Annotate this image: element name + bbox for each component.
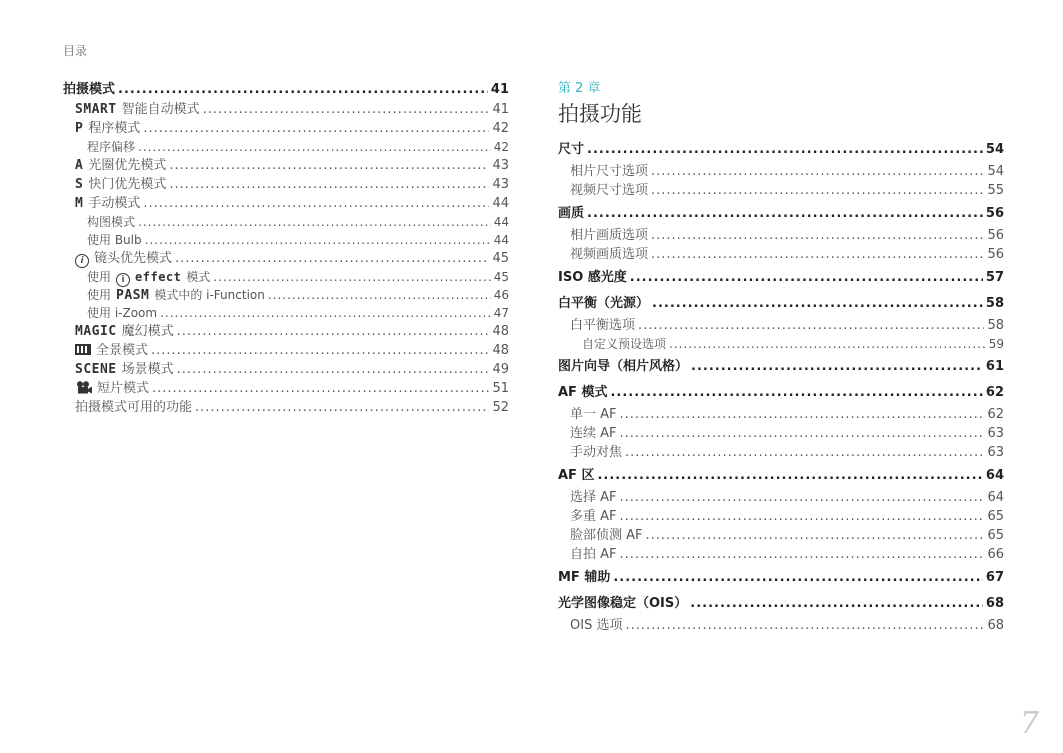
toc-entry-text: 光学图像稳定（OIS） — [558, 596, 688, 611]
toc-entry[interactable] — [558, 355, 1004, 379]
toc-entry[interactable] — [63, 379, 509, 398]
dot-leader — [118, 80, 488, 100]
toc-entry[interactable] — [63, 100, 509, 119]
toc-entry[interactable] — [63, 194, 509, 213]
toc-entry[interactable] — [63, 286, 509, 304]
toc-entry-page: 58 — [985, 296, 1004, 311]
toc-entry-page: 44 — [493, 215, 509, 229]
toc-entry-title — [87, 286, 265, 305]
toc-entry-title — [558, 355, 688, 379]
toc-entry-page: 64 — [987, 490, 1004, 505]
dot-leader — [610, 381, 982, 405]
dot-leader — [587, 138, 983, 162]
toc-entry-title — [570, 507, 617, 526]
running-header: 目录 — [63, 44, 88, 58]
toc-entry[interactable] — [558, 616, 1004, 635]
dot-leader — [651, 226, 984, 245]
toc-entry-page: 67 — [985, 570, 1004, 585]
toc-entry-page: 48 — [492, 343, 509, 358]
toc-entry-page: 43 — [492, 158, 509, 173]
dot-leader — [652, 292, 983, 316]
toc-entry-text: 连续 AF — [570, 426, 617, 441]
toc-entry-page: 65 — [987, 528, 1004, 543]
toc-entry-text: 魔幻模式 — [121, 324, 174, 339]
toc-entry-title — [558, 266, 627, 290]
toc-entry-title — [75, 119, 140, 138]
dot-leader — [691, 355, 983, 379]
dot-leader — [160, 304, 491, 322]
toc-entry[interactable] — [558, 507, 1004, 526]
toc-entry-title — [582, 335, 666, 353]
toc-entry[interactable] — [63, 268, 509, 286]
toc-entry[interactable] — [558, 316, 1004, 335]
toc-entry-text: 镜头优先模式 — [94, 251, 173, 266]
toc-entry-title — [570, 405, 617, 424]
movie-camera-icon — [75, 381, 92, 394]
toc-entry-text: 模式中的 i-Function — [154, 288, 265, 302]
toc-entry[interactable] — [558, 266, 1004, 290]
toc-entry-page: 54 — [987, 164, 1004, 179]
dot-leader — [620, 424, 985, 443]
toc-entry-page: 41 — [490, 82, 509, 97]
dot-leader — [151, 341, 489, 360]
toc-entry[interactable] — [558, 545, 1004, 564]
toc-entry-page: 51 — [492, 381, 509, 396]
toc-entry-page: 63 — [987, 426, 1004, 441]
toc-entry-text: 手动模式 — [88, 196, 141, 211]
toc-entry-page: 42 — [492, 121, 509, 136]
toc-entry-title — [570, 424, 617, 443]
toc-entry-text: 选择 AF — [570, 490, 617, 505]
toc-entry-text: MF 辅助 — [558, 570, 611, 585]
toc-entry-title — [558, 138, 584, 162]
toc-entry[interactable] — [558, 162, 1004, 181]
toc-entry[interactable] — [558, 181, 1004, 200]
toc-entry[interactable] — [558, 226, 1004, 245]
toc-entry-title — [75, 175, 166, 194]
mode-pasm-icon: PASM — [116, 288, 150, 303]
chapter-label: 第 2 章 — [558, 81, 601, 96]
toc-entry-text: 拍摄模式 — [63, 82, 116, 97]
toc-entry-page: 52 — [492, 400, 509, 415]
dot-leader — [138, 138, 491, 156]
toc-entry-text: 快门优先模式 — [88, 177, 167, 192]
toc-entry-title — [570, 245, 648, 264]
page-number: 7 — [1019, 706, 1039, 741]
dot-leader — [620, 488, 985, 507]
toc-entry[interactable] — [63, 80, 509, 100]
dot-leader — [195, 398, 489, 417]
effect-label: effect — [135, 270, 182, 284]
toc-entry-prefix: 使用 — [87, 270, 112, 284]
toc-entry[interactable] — [63, 119, 509, 138]
toc-entry-title — [75, 379, 149, 398]
toc-entry-text: 视频尺寸选项 — [570, 183, 649, 198]
mode-magic-icon: MAGIC — [75, 324, 117, 339]
toc-entry[interactable] — [558, 566, 1004, 590]
toc-entry-title — [558, 292, 649, 316]
toc-entry[interactable] — [558, 138, 1004, 162]
dot-leader — [268, 286, 491, 304]
toc-entry-text: 光圈优先模式 — [88, 158, 167, 173]
dot-leader — [630, 266, 983, 290]
toc-entry-title — [87, 304, 157, 322]
dot-leader — [625, 443, 984, 462]
dot-leader — [669, 335, 986, 353]
toc-entry-title — [87, 268, 210, 287]
toc-right-column — [558, 80, 1004, 635]
toc-entry-page: 54 — [985, 142, 1004, 157]
dot-leader — [613, 566, 983, 590]
toc-entry-title — [570, 162, 648, 181]
chapter-title: 拍摄功能 — [558, 102, 642, 126]
toc-entry-page: 47 — [493, 306, 509, 320]
toc-entry-page: 45 — [493, 270, 509, 284]
toc-entry-text: 白平衡选项 — [570, 318, 636, 333]
toc-entry[interactable] — [63, 398, 509, 417]
toc-entry-text: 白平衡（光源） — [558, 296, 650, 311]
toc-entry-title — [570, 488, 617, 507]
dot-leader — [169, 175, 489, 194]
dot-leader — [638, 316, 984, 335]
toc-entry-title — [570, 181, 648, 200]
toc-entry[interactable] — [558, 335, 1004, 353]
toc-entry-page: 63 — [987, 445, 1004, 460]
toc-entry[interactable] — [558, 292, 1004, 316]
toc-entry-title — [75, 156, 166, 175]
toc-entry-page: 45 — [492, 251, 509, 266]
toc-entry[interactable] — [63, 249, 509, 268]
toc-entry-text: AF 区 — [558, 468, 595, 483]
mode-p-icon: P — [75, 121, 84, 136]
toc-entry-title — [558, 381, 607, 405]
toc-entry-text: 拍摄模式可用的功能 — [75, 400, 193, 415]
i-effect-icon: i — [116, 273, 130, 287]
toc-entry-text: 场景模式 — [121, 362, 174, 377]
dot-leader — [177, 322, 490, 341]
dot-leader — [625, 616, 984, 635]
dot-leader — [646, 526, 985, 545]
dot-leader — [175, 249, 489, 268]
toc-entry-text: 程序偏移 — [87, 140, 136, 154]
toc-entry-page: 65 — [987, 509, 1004, 524]
toc-entry[interactable] — [63, 341, 509, 360]
toc-left-column — [63, 80, 509, 417]
dot-leader — [690, 592, 983, 616]
toc-entry-title — [75, 360, 174, 379]
dot-leader — [145, 231, 491, 249]
toc-entry-page: 62 — [985, 385, 1004, 400]
mode-a-icon: A — [75, 158, 84, 173]
toc-entry[interactable] — [63, 138, 509, 156]
toc-entry-title — [75, 194, 140, 213]
toc-entry-text: 使用 i-Zoom — [87, 306, 158, 320]
toc-entry-text: AF 模式 — [558, 385, 608, 400]
toc-entry-title — [570, 526, 643, 545]
toc-entry[interactable] — [558, 488, 1004, 507]
toc-entry-text: 智能自动模式 — [121, 102, 200, 117]
dot-leader — [587, 202, 983, 226]
toc-entry-text: 使用 Bulb — [87, 233, 142, 247]
toc-entry-text: 相片画质选项 — [570, 228, 649, 243]
toc-entry-text: ISO 感光度 — [558, 270, 627, 285]
toc-entry-text: 单一 AF — [570, 407, 617, 422]
dot-leader — [651, 162, 984, 181]
dot-leader — [651, 245, 984, 264]
toc-entry-prefix: 使用 — [87, 288, 112, 302]
mode-scene-icon: SCENE — [75, 362, 117, 377]
panorama-icon — [75, 344, 91, 355]
dot-leader — [152, 379, 489, 398]
toc-entry-page: 59 — [988, 337, 1004, 351]
toc-entry-text: 构图模式 — [87, 215, 136, 229]
toc-entry-title — [570, 616, 622, 635]
toc-entry[interactable] — [63, 213, 509, 231]
toc-entry-page: 48 — [492, 324, 509, 339]
toc-entry[interactable] — [558, 245, 1004, 264]
toc-entry-text: 图片向导（相片风格） — [558, 359, 689, 374]
dot-leader — [138, 213, 491, 231]
toc-entry[interactable] — [558, 381, 1004, 405]
toc-entry-text: 模式 — [186, 270, 211, 284]
toc-entry[interactable] — [558, 592, 1004, 616]
dot-leader — [177, 360, 490, 379]
toc-entry-page: 66 — [987, 547, 1004, 562]
toc-entry-title — [558, 202, 584, 226]
toc-entry-text: OIS 选项 — [570, 618, 623, 633]
toc-entry-title — [570, 226, 648, 245]
toc-entry-page: 68 — [985, 596, 1004, 611]
toc-entry-text: 自拍 AF — [570, 547, 617, 562]
dot-leader — [169, 156, 489, 175]
toc-entry-text: 视频画质选项 — [570, 247, 649, 262]
toc-entry-text: 自定义预设选项 — [582, 337, 667, 351]
toc-entry-title — [570, 316, 635, 335]
dot-leader — [597, 464, 982, 488]
toc-entry-page: 56 — [987, 247, 1004, 262]
toc-entry[interactable] — [558, 526, 1004, 545]
toc-entry-title — [87, 138, 135, 156]
mode-m-icon: M — [75, 196, 84, 211]
dot-leader — [620, 405, 985, 424]
toc-entry-title — [87, 231, 142, 249]
mode-s-icon: S — [75, 177, 84, 192]
toc-entry[interactable] — [558, 202, 1004, 226]
dot-leader — [620, 507, 985, 526]
toc-entry-page: 64 — [985, 468, 1004, 483]
toc-entry-page: 58 — [987, 318, 1004, 333]
toc-right-list — [558, 138, 1004, 635]
toc-entry[interactable] — [63, 360, 509, 379]
toc-entry-text: 相片尺寸选项 — [570, 164, 649, 179]
toc-entry[interactable] — [63, 156, 509, 175]
toc-entry-title — [75, 100, 200, 119]
toc-entry-page: 56 — [985, 206, 1004, 221]
toc-entry-title — [75, 398, 192, 417]
toc-entry-page: 56 — [987, 228, 1004, 243]
toc-entry-page: 57 — [985, 270, 1004, 285]
dot-leader — [143, 119, 489, 138]
toc-entry-page: 43 — [492, 177, 509, 192]
toc-entry-text: 程序模式 — [88, 121, 141, 136]
toc-entry-title — [558, 566, 610, 590]
toc-entry-page: 44 — [492, 196, 509, 211]
toc-entry-text: 尺寸 — [558, 142, 585, 157]
toc-entry[interactable] — [63, 322, 509, 341]
toc-entry[interactable] — [558, 464, 1004, 488]
toc-entry[interactable] — [63, 231, 509, 249]
lens-priority-icon: i — [75, 254, 89, 268]
toc-entry-text: 短片模式 — [97, 381, 150, 396]
toc-entry-page: 44 — [493, 233, 509, 247]
toc-entry[interactable] — [558, 405, 1004, 424]
toc-entry-text: 脸部侦测 AF — [570, 528, 643, 543]
toc-entry-page: 68 — [987, 618, 1004, 633]
toc-entry[interactable] — [558, 443, 1004, 462]
toc-entry-text: 全景模式 — [96, 343, 149, 358]
dot-leader — [620, 545, 985, 564]
toc-entry-page: 55 — [987, 183, 1004, 198]
mode-smart-icon: SMART — [75, 102, 117, 117]
toc-entry-title — [87, 213, 135, 231]
toc-entry-title — [570, 443, 622, 462]
toc-entry-title — [63, 80, 115, 100]
toc-entry[interactable] — [558, 424, 1004, 443]
toc-entry-title — [75, 341, 148, 360]
toc-entry-text: 多重 AF — [570, 509, 617, 524]
toc-entry-title — [558, 592, 687, 616]
toc-entry-page: 41 — [492, 102, 509, 117]
toc-entry-title — [75, 249, 172, 268]
toc-entry-page: 46 — [493, 288, 509, 302]
toc-entry[interactable] — [63, 175, 509, 194]
dot-leader — [213, 268, 490, 286]
toc-entry-page: 62 — [987, 407, 1004, 422]
dot-leader — [203, 100, 490, 119]
toc-entry-page: 61 — [985, 359, 1004, 374]
toc-entry-title — [75, 322, 174, 341]
toc-entry[interactable] — [63, 304, 509, 322]
toc-entry-page: 42 — [493, 140, 509, 154]
dot-leader — [651, 181, 984, 200]
toc-entry-page: 49 — [492, 362, 509, 377]
toc-entry-title — [570, 545, 617, 564]
toc-entry-title — [558, 464, 594, 488]
toc-entry-text: 画质 — [558, 206, 585, 221]
dot-leader — [143, 194, 489, 213]
toc-entry-text: 手动对焦 — [570, 445, 623, 460]
